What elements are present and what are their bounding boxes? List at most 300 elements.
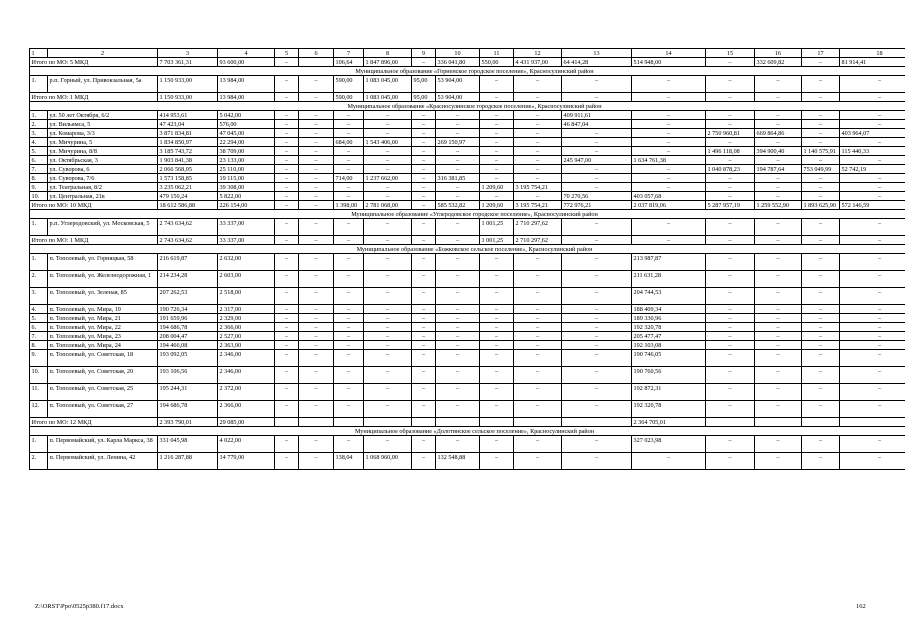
- amount-cell: –: [334, 165, 364, 174]
- total-cell: –: [802, 93, 840, 102]
- amount-cell: –: [840, 156, 905, 165]
- building-row: [30, 350, 905, 367]
- building-row: [30, 120, 905, 129]
- total-cell: –: [632, 93, 706, 102]
- amount-cell: –: [632, 138, 706, 147]
- amount-cell: –: [299, 341, 334, 350]
- amount-cell: –: [334, 401, 364, 418]
- amount-cell: –: [412, 174, 436, 183]
- row-number: 3.: [30, 288, 48, 305]
- amount-cell: –: [275, 192, 299, 201]
- total-cell: –: [412, 58, 436, 67]
- amount-cell: –: [480, 254, 514, 271]
- amount-cell: –: [514, 341, 562, 350]
- amount-cell: –: [840, 453, 905, 470]
- amount-cell: –: [334, 384, 364, 401]
- column-number: 6: [299, 49, 334, 58]
- amount-cell: 208 004,47: [158, 332, 218, 341]
- amount-cell: –: [480, 384, 514, 401]
- total-cell: [755, 418, 802, 427]
- building-row: [30, 111, 905, 120]
- amount-cell: –: [632, 219, 706, 236]
- amount-cell: –: [755, 120, 802, 129]
- amount-cell: –: [480, 305, 514, 314]
- amount-cell: –: [840, 183, 905, 192]
- amount-cell: –: [299, 436, 334, 453]
- building-address: ул. Вильямса, 5: [48, 120, 158, 129]
- amount-cell: –: [334, 341, 364, 350]
- total-cell: [562, 418, 632, 427]
- amount-cell: –: [299, 147, 334, 156]
- amount-cell: –: [514, 288, 562, 305]
- amount-cell: –: [802, 341, 840, 350]
- amount-cell: –: [562, 314, 632, 323]
- amount-cell: 2 603,00: [218, 271, 275, 288]
- amount-cell: –: [275, 271, 299, 288]
- amount-cell: –: [706, 111, 755, 120]
- building-address: п. Тополевый, ул. Советская, 27: [48, 401, 158, 418]
- amount-cell: –: [275, 367, 299, 384]
- building-row: [30, 147, 905, 156]
- amount-cell: –: [514, 129, 562, 138]
- amount-cell: –: [480, 323, 514, 332]
- amount-cell: –: [334, 147, 364, 156]
- row-number: 10.: [30, 367, 48, 384]
- amount-cell: 192 872,31: [632, 384, 706, 401]
- total-cell: 106,64: [334, 58, 364, 67]
- amount-cell: –: [840, 288, 905, 305]
- amount-cell: –: [802, 314, 840, 323]
- amount-cell: –: [755, 367, 802, 384]
- amount-cell: 195 244,31: [158, 384, 218, 401]
- amount-cell: –: [299, 111, 334, 120]
- amount-cell: –: [275, 165, 299, 174]
- total-cell: 1 259 552,90: [755, 201, 802, 210]
- amount-cell: –: [706, 174, 755, 183]
- amount-cell: 207 262,53: [158, 288, 218, 305]
- amount-cell: –: [840, 174, 905, 183]
- amount-cell: –: [755, 436, 802, 453]
- amount-cell: –: [275, 314, 299, 323]
- amount-cell: –: [364, 401, 412, 418]
- amount-cell: –: [299, 332, 334, 341]
- row-number: 4.: [30, 305, 48, 314]
- amount-cell: 414 953,61: [158, 111, 218, 120]
- total-cell: 1 398,00: [334, 201, 364, 210]
- amount-cell: –: [412, 323, 436, 332]
- amount-cell: –: [334, 350, 364, 367]
- total-cell: –: [632, 236, 706, 245]
- amount-cell: 316 381,85: [436, 174, 480, 183]
- amount-cell: –: [275, 174, 299, 183]
- amount-cell: –: [706, 288, 755, 305]
- amount-cell: –: [706, 332, 755, 341]
- amount-cell: –: [514, 436, 562, 453]
- amount-cell: –: [562, 384, 632, 401]
- amount-cell: 52 742,19: [840, 165, 905, 174]
- amount-cell: 14 779,00: [218, 453, 275, 470]
- amount-cell: –: [514, 367, 562, 384]
- row-number: 1.: [30, 76, 48, 93]
- amount-cell: –: [840, 367, 905, 384]
- section-title: Муниципальное образование «Горненское городское поселение», Красносулинский район: [30, 67, 905, 76]
- amount-cell: –: [632, 120, 706, 129]
- total-cell: 2 710 297,62: [514, 236, 562, 245]
- total-cell: 2 743 634,62: [158, 236, 218, 245]
- building-address: п. Тополевый, ул. Горняцкая, 58: [48, 254, 158, 271]
- amount-cell: –: [802, 111, 840, 120]
- amount-cell: 190 726,34: [158, 305, 218, 314]
- amount-cell: –: [299, 156, 334, 165]
- amount-cell: 1 834 850,97: [158, 138, 218, 147]
- building-row: [30, 332, 905, 341]
- amount-cell: –: [562, 436, 632, 453]
- total-cell: 81 914,41: [840, 58, 905, 67]
- amount-cell: 214 234,28: [158, 271, 218, 288]
- amount-cell: 46 847,04: [562, 120, 632, 129]
- amount-cell: 1 573 158,85: [158, 174, 218, 183]
- row-number: 9.: [30, 350, 48, 367]
- amount-cell: –: [364, 288, 412, 305]
- amount-cell: –: [802, 192, 840, 201]
- amount-cell: –: [514, 323, 562, 332]
- amount-cell: –: [706, 453, 755, 470]
- amount-cell: –: [562, 76, 632, 93]
- total-cell: 2 364 705,01: [632, 418, 706, 427]
- total-cell: –: [802, 236, 840, 245]
- total-cell: 226 154,00: [218, 201, 275, 210]
- municipality-section-row: [30, 245, 905, 254]
- amount-cell: –: [514, 254, 562, 271]
- amount-cell: 2 346,00: [218, 367, 275, 384]
- total-label: Итого по МО: 12 МКД: [30, 418, 158, 427]
- building-row: [30, 401, 905, 418]
- total-cell: –: [275, 236, 299, 245]
- row-number: 12.: [30, 401, 48, 418]
- amount-cell: 269 150,97: [436, 138, 480, 147]
- amount-cell: –: [364, 129, 412, 138]
- amount-cell: –: [364, 367, 412, 384]
- amount-cell: –: [755, 174, 802, 183]
- amount-cell: –: [480, 332, 514, 341]
- amount-cell: –: [706, 341, 755, 350]
- total-cell: [299, 418, 334, 427]
- amount-cell: –: [562, 288, 632, 305]
- amount-cell: 3 195 754,21: [514, 183, 562, 192]
- amount-cell: –: [299, 76, 334, 93]
- amount-cell: 213 987,87: [632, 254, 706, 271]
- total-cell: 772 976,21: [562, 201, 632, 210]
- amount-cell: 205 477,47: [632, 332, 706, 341]
- amount-cell: –: [840, 138, 905, 147]
- amount-cell: –: [514, 271, 562, 288]
- amount-cell: 1 209,60: [480, 183, 514, 192]
- amount-cell: –: [632, 129, 706, 138]
- amount-cell: –: [562, 129, 632, 138]
- total-cell: 53 904,00: [436, 93, 480, 102]
- amount-cell: 1 150 933,00: [158, 76, 218, 93]
- amount-cell: 1 903 841,38: [158, 156, 218, 165]
- amount-cell: –: [480, 147, 514, 156]
- municipality-section-row: [30, 67, 905, 76]
- row-number: 4.: [30, 138, 48, 147]
- footer-file-path: Z:\ORST\Ppo\0525p380.f17.docx: [35, 603, 124, 610]
- amount-cell: 5 042,00: [218, 111, 275, 120]
- building-row: [30, 341, 905, 350]
- amount-cell: –: [436, 367, 480, 384]
- total-cell: 64 414,28: [562, 58, 632, 67]
- amount-cell: –: [706, 401, 755, 418]
- amount-cell: 115 440,33: [840, 147, 905, 156]
- column-number: 2: [48, 49, 158, 58]
- amount-cell: 191 659,96: [158, 314, 218, 323]
- municipality-total-row: [30, 236, 905, 245]
- row-number: 5.: [30, 314, 48, 323]
- amount-cell: –: [299, 314, 334, 323]
- amount-cell: –: [632, 453, 706, 470]
- amount-cell: –: [480, 350, 514, 367]
- amount-cell: –: [480, 138, 514, 147]
- amount-cell: –: [562, 174, 632, 183]
- amount-cell: 714,00: [334, 174, 364, 183]
- total-cell: 4 431 937,00: [514, 58, 562, 67]
- amount-cell: –: [436, 192, 480, 201]
- column-number: 18: [840, 49, 905, 58]
- column-number: 12: [514, 49, 562, 58]
- amount-cell: –: [802, 271, 840, 288]
- amount-cell: –: [275, 254, 299, 271]
- amount-cell: –: [514, 314, 562, 323]
- section-title: Муниципальное образование «Углеродовское городское поселение», Красносулинский район: [30, 210, 905, 219]
- amount-cell: –: [706, 314, 755, 323]
- amount-cell: –: [436, 350, 480, 367]
- building-address: п. Тополевый, ул. Советская, 25: [48, 384, 158, 401]
- amount-cell: –: [412, 120, 436, 129]
- total-cell: [334, 418, 364, 427]
- total-cell: –: [275, 201, 299, 210]
- amount-cell: –: [299, 183, 334, 192]
- total-cell: 33 337,00: [218, 236, 275, 245]
- amount-cell: –: [275, 138, 299, 147]
- amount-cell: –: [412, 271, 436, 288]
- amount-cell: –: [840, 305, 905, 314]
- amount-cell: –: [755, 453, 802, 470]
- section-title: Муниципальное образование «Божковское сельское поселение», Красносулинский район: [30, 245, 905, 254]
- building-row: [30, 453, 905, 470]
- amount-cell: –: [436, 165, 480, 174]
- building-address: ул. Центральная, 21в: [48, 192, 158, 201]
- amount-cell: –: [436, 305, 480, 314]
- amount-cell: –: [436, 436, 480, 453]
- amount-cell: –: [802, 453, 840, 470]
- amount-cell: 192 320,78: [632, 401, 706, 418]
- building-row: [30, 156, 905, 165]
- total-cell: –: [275, 93, 299, 102]
- total-cell: 95,00: [412, 93, 436, 102]
- amount-cell: –: [840, 384, 905, 401]
- amount-cell: –: [706, 219, 755, 236]
- amount-cell: –: [480, 436, 514, 453]
- amount-cell: –: [412, 341, 436, 350]
- total-cell: –: [299, 201, 334, 210]
- amount-cell: 2 317,00: [218, 305, 275, 314]
- amount-cell: 190 746,05: [632, 350, 706, 367]
- amount-cell: –: [480, 192, 514, 201]
- amount-cell: –: [334, 219, 364, 236]
- building-address: ул. Комарова, 3/3: [48, 129, 158, 138]
- amount-cell: –: [412, 314, 436, 323]
- amount-cell: –: [364, 271, 412, 288]
- building-address: п. Первомайский, ул. Ленина, 42: [48, 453, 158, 470]
- amount-cell: –: [299, 367, 334, 384]
- amount-cell: –: [562, 165, 632, 174]
- total-cell: [275, 418, 299, 427]
- amount-cell: –: [364, 305, 412, 314]
- amount-cell: 2 363,00: [218, 341, 275, 350]
- amount-cell: 245 947,00: [562, 156, 632, 165]
- building-address: ул. Суворова, 6: [48, 165, 158, 174]
- table-header-row: [30, 49, 905, 58]
- amount-cell: –: [514, 453, 562, 470]
- amount-cell: –: [480, 453, 514, 470]
- building-row: [30, 254, 905, 271]
- amount-cell: –: [436, 323, 480, 332]
- total-cell: 590,00: [334, 93, 364, 102]
- total-cell: –: [275, 58, 299, 67]
- amount-cell: –: [299, 129, 334, 138]
- amount-cell: –: [334, 436, 364, 453]
- amount-cell: –: [755, 254, 802, 271]
- row-number: 11.: [30, 384, 48, 401]
- municipality-section-row: [30, 102, 905, 111]
- amount-cell: –: [755, 288, 802, 305]
- amount-cell: –: [275, 401, 299, 418]
- amount-cell: –: [412, 111, 436, 120]
- total-label: Итого по МО: 1 МКД: [30, 93, 158, 102]
- building-address: п. Тополевый, ул. Мира, 22: [48, 323, 158, 332]
- amount-cell: –: [480, 401, 514, 418]
- total-label: Итого по МО: 1 МКД: [30, 236, 158, 245]
- amount-cell: –: [802, 254, 840, 271]
- building-row: [30, 314, 905, 323]
- amount-cell: –: [412, 165, 436, 174]
- amount-cell: –: [412, 305, 436, 314]
- amount-cell: –: [632, 183, 706, 192]
- amount-cell: 194 686,78: [158, 401, 218, 418]
- amount-cell: –: [514, 120, 562, 129]
- total-cell: –: [840, 236, 905, 245]
- row-number: 2.: [30, 453, 48, 470]
- amount-cell: 194 466,08: [158, 341, 218, 350]
- amount-cell: –: [275, 436, 299, 453]
- row-number: 7.: [30, 165, 48, 174]
- amount-cell: –: [802, 120, 840, 129]
- amount-cell: –: [480, 156, 514, 165]
- building-row: [30, 138, 905, 147]
- amount-cell: 2 346,00: [218, 350, 275, 367]
- amount-cell: 132 548,88: [436, 453, 480, 470]
- amount-cell: 33 337,00: [218, 219, 275, 236]
- amount-cell: –: [275, 129, 299, 138]
- amount-cell: –: [364, 165, 412, 174]
- amount-cell: –: [514, 332, 562, 341]
- amount-cell: –: [840, 314, 905, 323]
- amount-cell: –: [299, 138, 334, 147]
- section-title: Муниципальное образование «Долотинское сельское поселение», Красносулинский район: [30, 427, 905, 436]
- amount-cell: 193 092,05: [158, 350, 218, 367]
- amount-cell: –: [275, 305, 299, 314]
- row-number: 6.: [30, 156, 48, 165]
- amount-cell: –: [562, 453, 632, 470]
- amount-cell: 2 518,00: [218, 288, 275, 305]
- amount-cell: 189 330,96: [632, 314, 706, 323]
- total-cell: 336 041,80: [436, 58, 480, 67]
- amount-cell: –: [299, 271, 334, 288]
- amount-cell: –: [364, 341, 412, 350]
- amount-cell: 38 709,00: [218, 147, 275, 156]
- amount-cell: 192 103,08: [632, 341, 706, 350]
- amount-cell: 2 066 568,05: [158, 165, 218, 174]
- amount-cell: –: [275, 453, 299, 470]
- amount-cell: –: [412, 401, 436, 418]
- amount-cell: –: [562, 147, 632, 156]
- amount-cell: –: [514, 165, 562, 174]
- amount-cell: –: [334, 111, 364, 120]
- amount-cell: –: [480, 288, 514, 305]
- amount-cell: –: [802, 305, 840, 314]
- amount-cell: –: [706, 192, 755, 201]
- amount-cell: –: [840, 401, 905, 418]
- amount-cell: –: [755, 138, 802, 147]
- amount-cell: –: [275, 156, 299, 165]
- total-cell: 7 703 361,31: [158, 58, 218, 67]
- amount-cell: –: [562, 332, 632, 341]
- municipality-section-row: [30, 427, 905, 436]
- amount-cell: –: [840, 111, 905, 120]
- amount-cell: 576,00: [218, 120, 275, 129]
- amount-cell: 22 294,00: [218, 138, 275, 147]
- column-number: 14: [632, 49, 706, 58]
- amount-cell: 188 409,34: [632, 305, 706, 314]
- amount-cell: 193 106,56: [158, 367, 218, 384]
- amount-cell: 1 068 960,00: [364, 453, 412, 470]
- building-address: п. Тополевый, ул. Мира, 23: [48, 332, 158, 341]
- amount-cell: –: [632, 147, 706, 156]
- amount-cell: –: [755, 332, 802, 341]
- amount-cell: –: [436, 111, 480, 120]
- building-row: [30, 165, 905, 174]
- total-cell: [364, 418, 412, 427]
- building-row: [30, 323, 905, 332]
- amount-cell: –: [755, 219, 802, 236]
- amount-cell: –: [364, 332, 412, 341]
- amount-cell: –: [412, 367, 436, 384]
- building-row: [30, 305, 905, 314]
- amount-cell: –: [802, 129, 840, 138]
- amount-cell: –: [412, 147, 436, 156]
- row-number: 10.: [30, 192, 48, 201]
- total-cell: –: [706, 58, 755, 67]
- footer-page-number: 162: [856, 603, 866, 610]
- amount-cell: –: [436, 183, 480, 192]
- amount-cell: –: [480, 367, 514, 384]
- amount-cell: 2 743 634,62: [158, 219, 218, 236]
- amount-cell: –: [706, 367, 755, 384]
- amount-cell: 19 115,00: [218, 174, 275, 183]
- building-row: [30, 436, 905, 453]
- amount-cell: 2 710 297,62: [514, 219, 562, 236]
- building-address: ул. Театральная, 8/2: [48, 183, 158, 192]
